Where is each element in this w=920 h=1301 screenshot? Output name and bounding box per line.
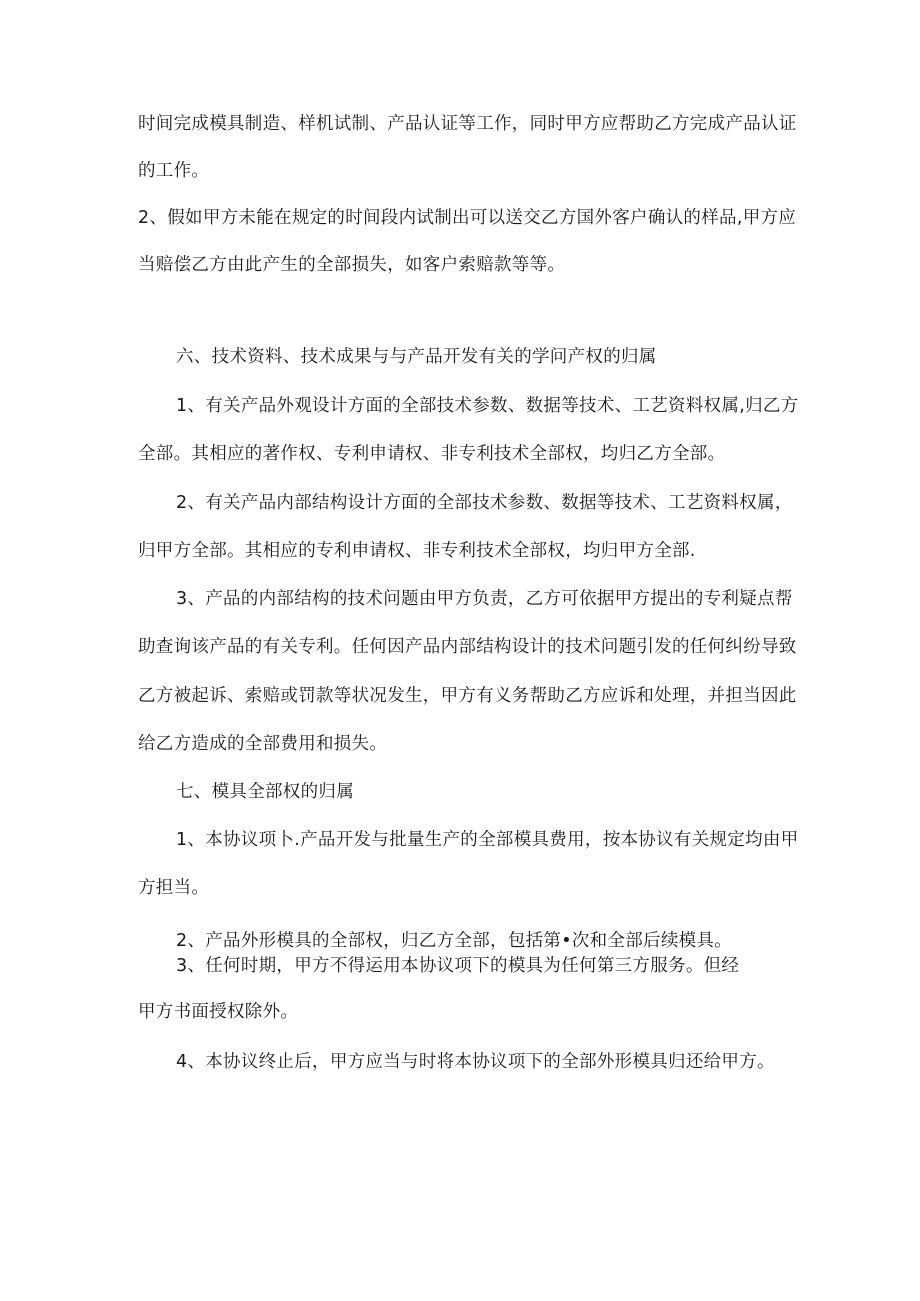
paragraph-line: 时间完成模具制造、样机试制、产品认证等工作，同时甲方应帮助乙方完成产品认证 xyxy=(138,114,797,134)
paragraph-line: 4、本协议终止后，甲方应当与时将本协议项下的全部外形模具归还给甲方。 xyxy=(176,1052,775,1072)
paragraph-line: 当赔偿乙方由此产生的全部损失，如客户索赔款等等。 xyxy=(138,255,566,275)
paragraph-line: 2、有关产品内部结构设计方面的全部技术参数、数据等技术、工艺资料权属， xyxy=(176,493,793,513)
paragraph-line: 给乙方造成的全部费用和损失。 xyxy=(138,734,388,754)
paragraph-line: 3、任何时期，甲方不得运用本协议项下的模具为任何第三方服务。但经 xyxy=(176,956,740,976)
paragraph-line: 甲方书面授权除外。 xyxy=(138,1002,299,1022)
paragraph-line: 归甲方全部。其相应的专利申请权、非专利技术全部权，均归甲方全部. xyxy=(138,541,696,561)
paragraph-line: 2、假如甲方未能在规定的时间段内试制出可以送交乙方国外客户确认的样品,甲方应 xyxy=(138,208,797,228)
section-heading: 六、技术资料、技术成果与与产品开发有关的学问产权的归属 xyxy=(176,347,657,367)
section-heading: 七、模具全部权的归属 xyxy=(176,782,354,802)
paragraph-line: 3、产品的内部结构的技术问题由甲方负责，乙方可依据甲方提出的专利疑点帮 xyxy=(176,589,793,609)
paragraph-line: 全部。其相应的著作权、专利申请权、非专利技术全部权，均归乙方全部。 xyxy=(138,444,726,464)
paragraph-line: 的工作。 xyxy=(138,161,210,181)
paragraph-line: 助查询该产品的有关专利。任何因产品内部结构设计的技术问题引发的任何纠纷导致 xyxy=(138,637,797,657)
paragraph-line: 乙方被起诉、索赔或罚款等状况发生，甲方有义务帮助乙方应诉和处理，并担当因此 xyxy=(138,686,797,706)
paragraph-line: 1、本协议项卜.产品开发与批量生产的全部模具费用，按本协议有关规定均由甲 xyxy=(176,830,799,850)
paragraph-line: 1、有关产品外观设计方面的全部技术参数、数据等技术、工艺资料权属,归乙方 xyxy=(176,396,799,416)
paragraph-line: 方担当。 xyxy=(138,878,210,898)
paragraph-line: 2、产品外形模具的全部权，归乙方全部，包括第•次和全部后续模具。 xyxy=(176,931,733,951)
